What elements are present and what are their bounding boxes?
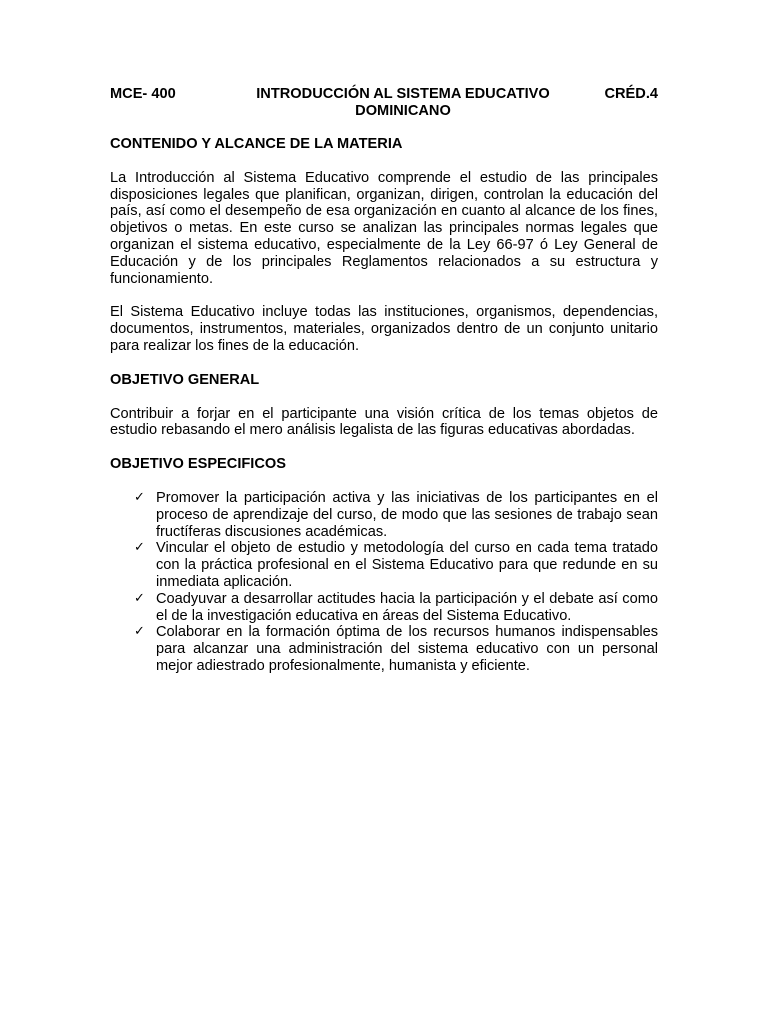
specific-objectives-heading: OBJETIVO ESPECIFICOS (110, 456, 286, 473)
list-item-text: Coadyuvar a desarrollar actitudes hacia la participación y el debate así como el de la investigación educativa en áreas del Sistema Educativo. (156, 590, 658, 624)
checkmark-icon: ✓ (134, 540, 145, 556)
content-heading: CONTENIDO Y ALCANCE DE LA MATERIA (110, 136, 403, 152)
list-item-text: Promover la participación activa y las iniciativas de los participantes en el proceso de aprendizaje del curso, de modo que las sesiones de trabajo sean fructíferas discusiones académicas. (156, 489, 658, 540)
list-item (134, 624, 658, 674)
content-paragraph-1: La Introducción al Sistema Educativo comprende el estudio de las principales disposiciones legales que planifican, organizan, dirigen, controlan la educación del país, así como el desempeño de esa organización en cuanto al alcance de los fines, objetivos o metas. En este curso se analizan las principales normas legales que organizan el sistema educativo, especialmente de la Ley 66-97 ó Ley General de Educación y de los principales Reglamentos relacionados a su estructura y funcionamiento. (110, 169, 658, 287)
checkmark-icon: ✓ (134, 624, 145, 640)
checkmark-icon: ✓ (134, 489, 145, 505)
content-paragraph-2: El Sistema Educativo incluye todas las instituciones, organismos, dependencias, documentos, instrumentos, materiales, organizados dentro de un conjunto unitario para realizar los fines de la educación. (110, 304, 658, 354)
course-title (247, 86, 559, 120)
course-title-line2: DOMINICANO (355, 102, 451, 119)
general-objective-heading: OBJETIVO GENERAL (110, 371, 260, 388)
document-page (110, 86, 658, 675)
course-title-line1: INTRODUCCIÓN AL SISTEMA EDUCATIVO (256, 86, 550, 102)
list-item-text: Vincular el objeto de estudio y metodología del curso en cada tema tratado con la práctica profesional en el Sistema Educativo para que redunde en su inmediata aplicación. (156, 540, 658, 590)
course-code: MCE- 400 (110, 86, 176, 102)
checkmark-icon: ✓ (134, 590, 145, 606)
list-item (134, 540, 658, 590)
list-item-text: Colaborar en la formación óptima de los recursos humanos indispensables para alcanzar una administración del sistema educativo con un personal mejor adiestrado profesionalmente, humanista y eficiente. (156, 624, 658, 674)
list-item (134, 489, 658, 540)
general-objective-paragraph: Contribuir a forjar en el participante una visión crítica de los temas objetos de estudio rebasando el mero análisis legalista de las figuras educativas abordadas. (110, 405, 658, 439)
list-item (134, 590, 658, 625)
course-credits: CRÉD.4 (604, 86, 658, 102)
course-header (110, 86, 658, 120)
specific-objectives-list (110, 490, 658, 675)
